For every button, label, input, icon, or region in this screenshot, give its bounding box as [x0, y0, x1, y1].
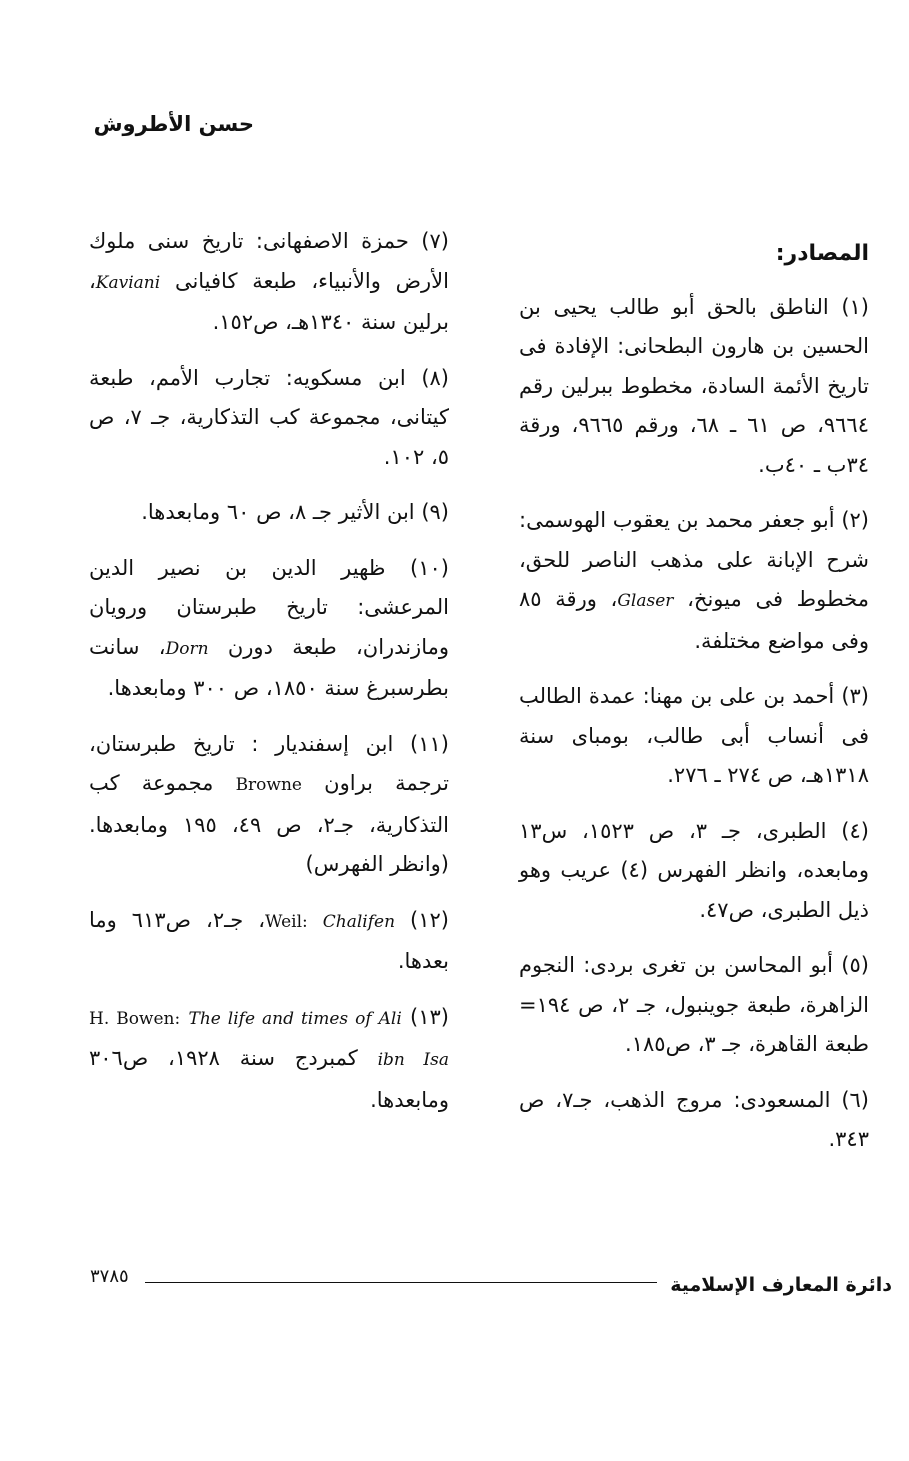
latin-term: Weil:	[265, 911, 308, 932]
reference-item: (٤) الطبرى، جـ ٣، ص ١٥٢٣، س١٣ ومابعده، وانظر الفهرس (٤) عريب وهو ذيل الطبرى، ص٤٧.	[519, 818, 869, 922]
reference-item: (٩) ابن الأثير جـ ٨، ص ٦٠ ومابعدها.	[141, 500, 449, 524]
reference-item: (٥) أبو المحاسن بن تغرى بردى: النجوم الزاهرة، طبعة جوينبول، جـ ٢، ص ١٩٤= طبعة القاهرة، جـ ٣، ص١٨٥.	[519, 953, 869, 1056]
reference-item: (٢) أبو جعفر محمد بن يعقوب الهوسمى: شرح الإبانة على مذهب الناصر للحق، مخطوط فى ميونخ، Glaser، ورقة ٨٥ وفى مواضع مختلفة.	[519, 508, 869, 653]
page-header-author: حسن الأطروش	[93, 112, 254, 136]
sources-title: المصادر:	[775, 241, 869, 266]
latin-term: Browne	[235, 775, 302, 795]
reference-item: (٧) حمزة الاصفهانى: تاريخ سنى ملوك الأرض والأنبياء، طبعة كافيانى Kaviani، برلين سنة ١٣٤٠هـ، ص١٥٢.	[89, 229, 449, 334]
reference-item: (١) الناطق بالحق أبو طالب يحيى بن الحسين بن هارون البطحانى: الإفادة فى تاريخ الأئمة السادة، مخطوط ببرلين رقم ٩٦٦٤، ص ٦١ ـ ٦٨، ورقم ٩٦٦٥، ورقة ٣٤ب ـ ٤٠ب.	[519, 294, 869, 477]
latin-term: The life and times of Ali ibn Isa	[188, 1008, 450, 1070]
reference-item: (١٣) H. Bowen: The life and times of Ali ibn Isa كمبردج سنة ١٩٢٨، ص٣٠٦ ومابعدها.	[89, 1004, 450, 1112]
right-column	[519, 222, 869, 1176]
reference-item: (١١) ابن إسفنديار : تاريخ طبرستان، ترجمة براون Browne مجموعة كب التذكارية، جـ٢، ص ٤٩، ١٩٥ ومابعدها. (وانظر الفهرس)	[89, 731, 449, 876]
reference-item: (٦) المسعودى: مروج الذهب، جـ٧، ص ٣٤٣.	[519, 1087, 869, 1151]
latin-term: Kaviani	[95, 272, 161, 293]
reference-item: (١٢) Weil: Chalifen، جـ٢، ص٦١٣ وما بعدها.	[89, 907, 449, 973]
footer-rule	[145, 1282, 657, 1283]
latin-term: Dorn	[165, 638, 209, 659]
latin-term: Chalifen	[322, 911, 396, 932]
page-footer	[90, 1262, 892, 1302]
latin-term: Glaser	[617, 591, 674, 611]
page-number: ٣٧٨٥	[90, 1266, 129, 1287]
reference-item: (١٠) ظهير الدين بن نصير الدين المرعشى: تاريخ طبرستان ورويان ومازندران، طبعة دورن Dorn، سانت بطرسبرغ سنة ١٨٥٠، ص ٣٠٠ ومابعدها.	[89, 555, 449, 700]
latin-term: H. Bowen:	[89, 1008, 181, 1029]
left-column	[89, 222, 449, 1136]
reference-item: (٣) أحمد بن على بن مهنا: عمدة الطالب فى أنساب أبى طالب، بومباى سنة ١٣١٨هـ، ص ٢٧٤ ـ ٢٧٦.	[519, 684, 869, 787]
footer-title: دائرة المعارف الإسلامية	[670, 1274, 892, 1296]
reference-item: (٨) ابن مسكويه: تجارب الأمم، طبعة كيتانى، مجموعة كب التذكارية، جـ ٧، ص ٥، ١٠٢.	[89, 365, 450, 469]
